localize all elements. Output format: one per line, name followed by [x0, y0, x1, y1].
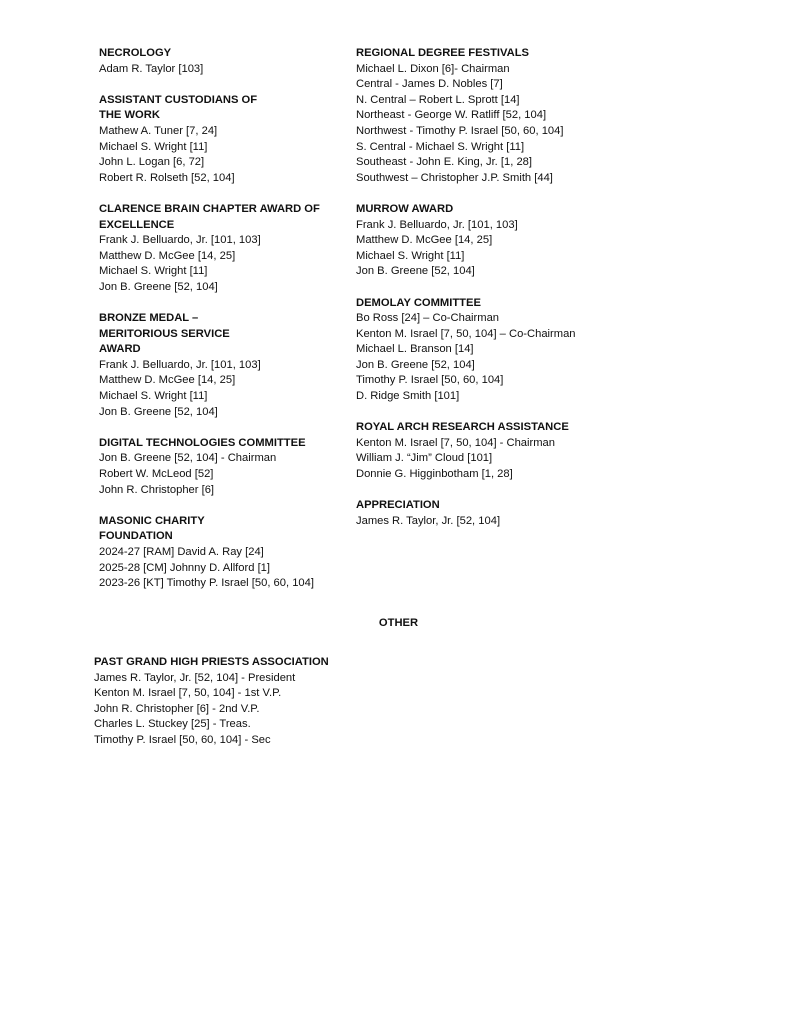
member-line: Frank J. Belluardo, Jr. [101, 103]	[99, 358, 261, 371]
member-line: Kenton M. Israel [7, 50, 104] – Co-Chairman	[356, 327, 576, 340]
section-clarence-brain-award	[99, 202, 339, 296]
member-line: Charles L. Stuckey [25] - Treas.	[94, 718, 251, 731]
section-title: MURROW AWARD	[356, 202, 454, 215]
member-line: Matthew D. McGee [14, 25]	[99, 249, 236, 262]
section-bronze-medal	[99, 311, 339, 420]
section-title: ASSISTANT CUSTODIANS OF THE WORK	[99, 93, 258, 122]
section-title: MASONIC CHARITY FOUNDATION	[99, 514, 205, 543]
member-line: Kenton M. Israel [7, 50, 104] - Chairman	[356, 436, 555, 449]
member-line: Michael S. Wright [11]	[356, 249, 465, 262]
section-past-grand-high-priests	[94, 655, 394, 749]
member-line: Bo Ross [24] – Co-Chairman	[356, 312, 500, 325]
member-line: Michael S. Wright [11]	[99, 265, 208, 278]
section-title: DEMOLAY COMMITTEE	[356, 296, 481, 309]
other-heading: OTHER	[378, 617, 419, 629]
member-line: N. Central – Robert L. Sprott [14]	[356, 93, 520, 106]
member-line: Robert R. Rolseth [52, 104]	[99, 171, 235, 184]
member-line: 2024-27 [RAM] David A. Ray [24]	[99, 546, 264, 558]
member-line: Central - James D. Nobles [7]	[356, 78, 503, 91]
left-column	[99, 46, 339, 607]
member-line: John R. Christopher [6]	[99, 483, 215, 496]
member-line: Frank J. Belluardo, Jr. [101, 103]	[99, 234, 261, 247]
section-title: PAST GRAND HIGH PRIESTS ASSOCIATION	[94, 656, 329, 668]
member-line: Matthew D. McGee [14, 25]	[99, 374, 236, 387]
member-line: Michael S. Wright [11]	[99, 140, 208, 153]
member-line: Jon B. Greene [52, 104]	[356, 358, 475, 371]
section-appreciation	[356, 498, 656, 529]
section-title: ROYAL ARCH RESEARCH ASSISTANCE	[356, 421, 569, 434]
member-line: Matthew D. McGee [14, 25]	[356, 234, 493, 247]
member-line: Adam R. Taylor [103]	[99, 62, 204, 75]
member-line: Jon B. Greene [52, 104]	[356, 265, 475, 278]
section-digital-technologies	[99, 436, 339, 498]
member-line: Donnie G. Higginbotham [1, 28]	[356, 468, 513, 481]
member-line: Frank J. Belluardo, Jr. [101, 103]	[356, 218, 518, 231]
member-line: S. Central - Michael S. Wright [11]	[356, 140, 525, 153]
section-title: CLARENCE BRAIN CHAPTER AWARD OF EXCELLENCE	[99, 202, 320, 231]
section-masonic-charity	[99, 514, 339, 592]
right-column	[356, 46, 656, 545]
section-royal-arch-research	[356, 420, 656, 482]
member-line: Northeast - George W. Ratliff [52, 104]	[356, 109, 547, 122]
member-line: James R. Taylor, Jr. [52, 104] - President	[94, 671, 296, 684]
member-line: John L. Logan [6, 72]	[99, 156, 205, 169]
member-line: Southeast - John E. King, Jr. [1, 28]	[356, 156, 532, 169]
member-line: 2025-28 [CM] Johnny D. Allford [1]	[99, 561, 271, 574]
section-title: APPRECIATION	[356, 499, 440, 512]
member-line: Michael L. Branson [14]	[356, 343, 474, 356]
section-title: BRONZE MEDAL – MERITORIOUS SERVICE AWARD	[99, 312, 230, 356]
member-line: James R. Taylor, Jr. [52, 104]	[356, 514, 501, 527]
member-line: Kenton M. Israel [7, 50, 104] - 1st V.P.	[94, 687, 282, 700]
section-murrow-award	[356, 202, 656, 280]
section-title: REGIONAL DEGREE FESTIVALS	[356, 47, 530, 59]
section-demolay-committee	[356, 296, 656, 405]
section-assistant-custodians	[99, 93, 339, 187]
member-line: Timothy P. Israel [50, 60, 104]	[356, 374, 504, 387]
member-line: Northwest - Timothy P. Israel [50, 60, 104]	[356, 124, 564, 137]
member-line: Mathew A. Tuner [7, 24]	[99, 124, 218, 137]
section-necrology	[99, 46, 339, 77]
member-line: Southwest – Christopher J.P. Smith [44]	[356, 171, 553, 184]
member-line: 2023-26 [KT] Timothy P. Israel [50, 60, 104]	[99, 577, 314, 590]
member-line: Jon B. Greene [52, 104]	[99, 405, 218, 418]
section-regional-degree-festivals	[356, 46, 656, 186]
member-line: Jon B. Greene [52, 104]	[99, 280, 218, 293]
member-line: Robert W. McLeod [52]	[99, 468, 214, 481]
section-title: NECROLOGY	[99, 47, 172, 59]
section-title: DIGITAL TECHNOLOGIES COMMITTEE	[99, 436, 306, 449]
member-line: John R. Christopher [6] - 2nd V.P.	[94, 702, 260, 715]
member-line: Michael L. Dixon [6]- Chairman	[356, 62, 510, 75]
member-line: Timothy P. Israel [50, 60, 104] - Sec	[94, 733, 271, 746]
member-line: Michael S. Wright [11]	[99, 390, 208, 403]
member-line: William J. “Jim” Cloud [101]	[356, 452, 493, 465]
member-line: Jon B. Greene [52, 104] - Chairman	[99, 452, 277, 465]
member-line: D. Ridge Smith [101]	[356, 390, 460, 403]
